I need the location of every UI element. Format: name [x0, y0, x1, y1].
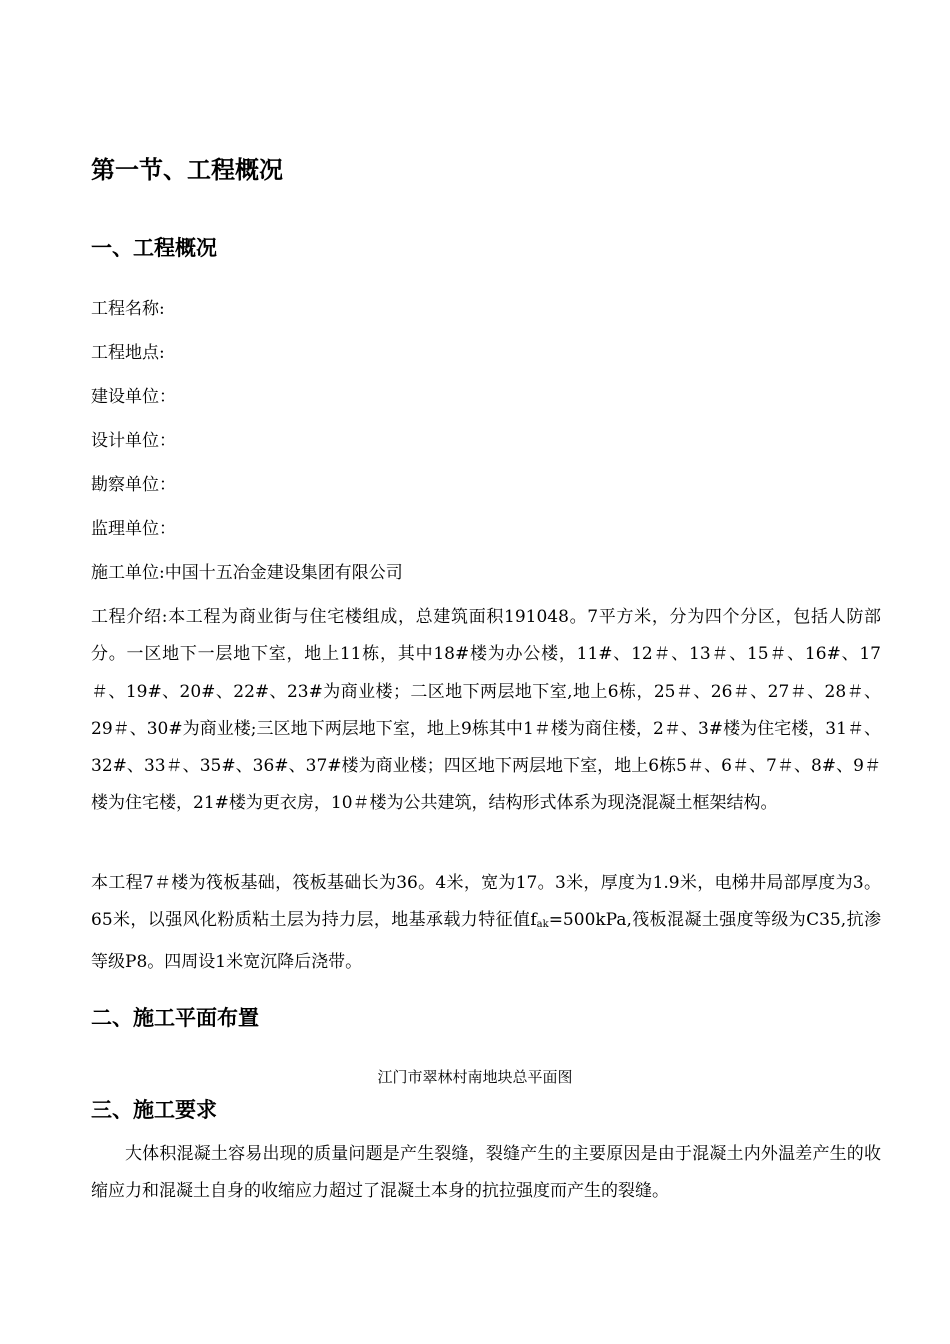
heading-requirements: 三、施工要求 — [91, 1098, 217, 1122]
foundation-text-before: 本工程7＃楼为筏板基础，筏板基础长为36。4米，宽为17。3米，厚度为1.9米，电梯井局部厚度为3。65米，以强风化粉质粘土层为持力层，地基承载力特征值f — [91, 873, 881, 931]
field-contractor — [91, 558, 403, 588]
site-plan-caption: 江门市翠林村南地块总平面图 — [377, 1068, 573, 1086]
field-label: 施工单位: — [91, 563, 165, 583]
field-label: 监理单位： — [91, 519, 176, 539]
field-project-name — [91, 294, 165, 324]
foundation-description — [91, 865, 881, 981]
project-introduction: 工程介绍:本工程为商业街与住宅楼组成，总建筑面积191048。7平方米，分为四个分区，包括人防部分。一区地下一层地下室，地上11栋，其中18#楼为办公楼，11#、12＃、13＃、15＃、16#、17＃、19#、20#、22#、23#为商业楼；二区地下两层地下室,地上6栋，25＃、26＃、27＃、28＃、29＃、30#为商业楼;三区地下两层地下室，地上9栋其中1＃楼为商住楼，2＃、3#楼为住宅楼，31＃、32#、33＃、35#、36#、37#楼为商业楼；四区地下两层地下室，地上6栋5＃、6＃、7＃、8#、9＃楼为住宅楼，21#楼为更衣房，10＃楼为公共建筑，结构形式体系为现浇混凝土框架结构。 — [91, 607, 881, 814]
heading-site-layout: 二、施工平面布置 — [91, 1006, 259, 1030]
field-value: 中国十五冶金建设集团有限公司 — [164, 563, 403, 583]
field-owner — [91, 382, 176, 412]
field-label: 建设单位： — [91, 387, 176, 407]
field-label: 设计单位： — [91, 431, 176, 451]
section-title: 第一节、工程概况 — [91, 156, 283, 184]
field-label: 勘察单位： — [91, 475, 176, 495]
foundation-subscript: ak — [536, 919, 549, 931]
field-project-location — [91, 338, 165, 368]
field-label: 工程名称: — [91, 299, 165, 319]
foundation-text-after: =500kPa,筏板混凝土强度等级为C35,抗渗等级P8。四周设1米宽沉降后浇带。 — [91, 910, 881, 972]
field-designer — [91, 426, 176, 456]
field-supervisor — [91, 514, 176, 544]
field-label: 工程地点: — [91, 343, 165, 363]
field-surveyor — [91, 470, 176, 500]
requirements-paragraph: 大体积混凝土容易出现的质量问题是产生裂缝，裂缝产生的主要原因是由于混凝土内外温差产生的收缩应力和混凝土自身的收缩应力超过了混凝土本身的抗拉强度而产生的裂缝。 — [91, 1144, 881, 1202]
heading-project-overview: 一、工程概况 — [91, 236, 217, 260]
